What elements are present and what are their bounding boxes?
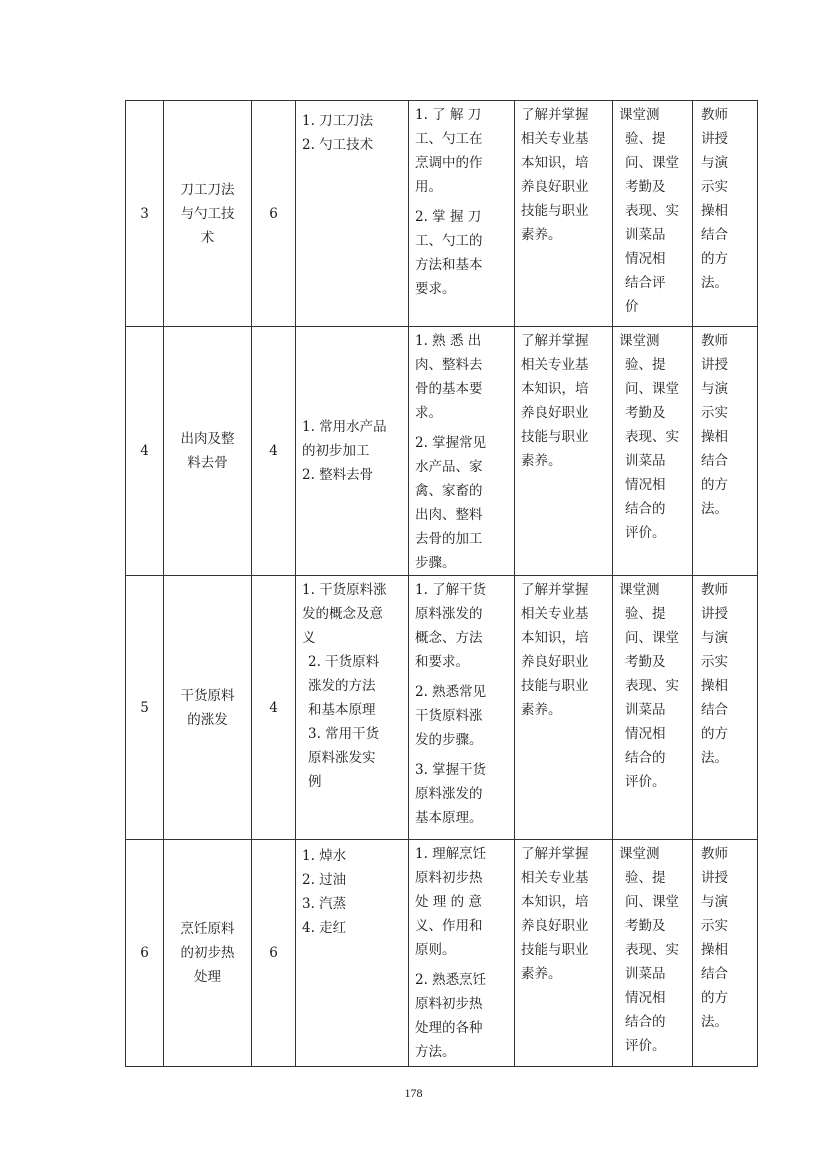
objective-item — [415, 329, 508, 425]
hours: 4 — [269, 443, 278, 459]
content-line: 1. 焯水 — [302, 848, 347, 864]
quality-line: 相关专业基 — [521, 357, 589, 373]
objectives-cell — [409, 327, 515, 576]
objective-item — [415, 103, 508, 199]
objective-line: 方法。 — [415, 1044, 456, 1060]
unit-name-line: 处理 — [194, 969, 221, 985]
method-line: 操相 — [701, 429, 728, 445]
evaluation-line: 课堂测 — [619, 333, 660, 349]
evaluation-line: 训菜品 — [625, 453, 666, 469]
method-line: 法。 — [701, 750, 728, 766]
objective-item — [415, 680, 508, 752]
method-line: 操相 — [701, 942, 728, 958]
hours: 4 — [269, 699, 278, 716]
objective-line: 工、勺工的 — [415, 233, 483, 249]
unit-name-line: 料去骨 — [187, 455, 228, 471]
evaluation-line: 验、提 — [625, 870, 666, 886]
unit-name-line: 的初步热 — [180, 945, 235, 961]
evaluation-line: 结合的 — [625, 750, 666, 766]
evaluation-line: 评价。 — [625, 1038, 666, 1054]
row-number-cell — [126, 840, 164, 1067]
objective-line: 基本原理。 — [415, 810, 483, 826]
method-line: 教师 — [701, 333, 728, 349]
hours-cell — [252, 576, 296, 840]
quality-line: 技能与职业 — [521, 942, 589, 958]
quality-line: 本知识，培 — [521, 155, 589, 171]
evaluation-line: 课堂测 — [619, 582, 660, 598]
content-line: 的初步加工 — [302, 443, 370, 459]
objectives-cell — [409, 576, 515, 840]
method-line: 的方 — [701, 477, 728, 493]
method-line: 结合 — [701, 453, 728, 469]
objective-item — [415, 758, 508, 830]
objective-item — [415, 431, 508, 575]
table-row — [126, 327, 758, 576]
objective-line: 出肉、整料 — [415, 507, 483, 523]
method-line: 操相 — [701, 678, 728, 694]
method-line: 法。 — [701, 275, 728, 291]
objective-line: 概念、方法 — [415, 630, 483, 646]
quality-line: 了解并掌握 — [521, 107, 589, 123]
quality-cell — [515, 101, 613, 327]
row-number: 5 — [140, 699, 149, 716]
evaluation-cell — [613, 840, 693, 1067]
evaluation-line: 结合的 — [625, 501, 666, 517]
objective-line: 原则。 — [415, 942, 456, 958]
quality-line: 本知识，培 — [521, 894, 589, 910]
objective-item — [415, 968, 508, 1064]
evaluation-line: 表现、实 — [625, 429, 679, 445]
method-line: 示实 — [701, 918, 728, 934]
objectives-cell — [409, 840, 515, 1067]
evaluation-line: 表现、实 — [625, 678, 679, 694]
quality-line: 养良好职业 — [521, 654, 589, 670]
method-cell — [693, 840, 758, 1067]
objective-line: 水产品、家 — [415, 459, 483, 475]
method-line: 讲授 — [701, 131, 728, 147]
method-line: 结合 — [701, 702, 728, 718]
quality-cell — [515, 576, 613, 840]
content-cell — [296, 101, 409, 327]
hours: 6 — [269, 205, 278, 222]
page-number: 178 — [404, 1086, 423, 1100]
quality-line: 相关专业基 — [521, 606, 589, 622]
content-cell — [296, 576, 409, 840]
quality-line: 了解并掌握 — [521, 333, 589, 349]
method-line: 与演 — [701, 894, 728, 910]
objective-line: 2. 掌 握 刀 — [415, 209, 482, 225]
objective-line: 要求。 — [415, 281, 456, 297]
evaluation-line: 问、课堂 — [625, 381, 679, 397]
objective-line: 处理的各种 — [415, 1020, 483, 1036]
evaluation-line: 训菜品 — [625, 227, 666, 243]
content-line: 4. 走红 — [302, 920, 347, 936]
quality-line: 素养。 — [521, 227, 562, 243]
hours: 6 — [269, 945, 278, 961]
content-line: 原料涨发实 — [308, 750, 376, 766]
quality-line: 了解并掌握 — [521, 846, 589, 862]
row-number: 3 — [140, 205, 149, 222]
objective-line: 烹调中的作 — [415, 155, 483, 171]
objective-line: 步骤。 — [415, 555, 456, 571]
objective-line: 2. 熟悉常见 — [415, 684, 487, 700]
method-line: 示实 — [701, 654, 728, 670]
hours-cell — [252, 327, 296, 576]
content-line: 3. 常用干货 — [308, 726, 380, 742]
objective-line: 干货原料涨 — [415, 708, 483, 724]
objective-line: 原料初步热 — [415, 996, 483, 1012]
method-line: 操相 — [701, 203, 728, 219]
row-number: 4 — [140, 443, 149, 459]
hours-cell — [252, 840, 296, 1067]
table-row — [126, 576, 758, 840]
content-line: 2. 干货原料 — [308, 654, 380, 670]
evaluation-line: 问、课堂 — [625, 630, 679, 646]
unit-name-cell — [164, 101, 252, 327]
evaluation-line: 结合评 — [625, 275, 666, 291]
objective-line: 义、作用和 — [415, 918, 483, 934]
objective-line: 原料涨发的 — [415, 786, 483, 802]
evaluation-line: 情况相 — [625, 251, 666, 267]
method-line: 法。 — [701, 1014, 728, 1030]
method-line: 结合 — [701, 227, 728, 243]
objective-line: 1. 理解烹饪 — [415, 846, 487, 862]
unit-name-line: 干货原料 — [180, 687, 235, 704]
unit-name-line: 与勺工技 — [180, 205, 235, 222]
method-line: 与演 — [701, 381, 728, 397]
evaluation-cell — [613, 327, 693, 576]
unit-name-line: 刀工刀法 — [180, 181, 235, 198]
evaluation-line: 表现、实 — [625, 942, 679, 958]
evaluation-line: 情况相 — [625, 477, 666, 493]
content-line: 例 — [308, 774, 322, 790]
method-line: 讲授 — [701, 606, 728, 622]
quality-line: 养良好职业 — [521, 405, 589, 421]
method-line: 与演 — [701, 155, 728, 171]
hours-cell — [252, 101, 296, 327]
unit-name-line: 的涨发 — [187, 711, 228, 728]
row-number-cell — [126, 101, 164, 327]
quality-line: 素养。 — [521, 453, 562, 469]
evaluation-line: 表现、实 — [625, 203, 679, 219]
quality-line: 相关专业基 — [521, 870, 589, 886]
method-line: 结合 — [701, 966, 728, 982]
objective-item — [415, 205, 508, 301]
table-row — [126, 101, 758, 327]
objective-line: 1. 熟 悉 出 — [415, 333, 482, 349]
evaluation-line: 结合的 — [625, 1014, 666, 1030]
content-line: 1. 常用水产品 — [302, 419, 387, 435]
evaluation-line: 情况相 — [625, 726, 666, 742]
content-line: 1. 干货原料涨 — [302, 582, 387, 598]
method-line: 示实 — [701, 405, 728, 421]
content-line: 义 — [302, 630, 316, 646]
quality-cell — [515, 840, 613, 1067]
method-line: 与演 — [701, 630, 728, 646]
evaluation-line: 考勤及 — [625, 179, 666, 195]
quality-line: 养良好职业 — [521, 179, 589, 195]
quality-line: 本知识，培 — [521, 630, 589, 646]
row-number: 6 — [140, 945, 149, 961]
objective-line: 处 理 的 意 — [415, 894, 482, 910]
method-line: 教师 — [701, 582, 728, 598]
method-line: 法。 — [701, 501, 728, 517]
unit-name-cell — [164, 327, 252, 576]
objective-line: 原料初步热 — [415, 870, 483, 886]
evaluation-line: 训菜品 — [625, 966, 666, 982]
evaluation-line: 训菜品 — [625, 702, 666, 718]
method-cell — [693, 101, 758, 327]
method-cell — [693, 576, 758, 840]
objective-line: 3. 掌握干货 — [415, 762, 487, 778]
content-line: 1. 刀工刀法 — [302, 113, 374, 129]
quality-line: 技能与职业 — [521, 678, 589, 694]
evaluation-line: 考勤及 — [625, 918, 666, 934]
evaluation-line: 验、提 — [625, 357, 666, 373]
objective-line: 去骨的加工 — [415, 531, 483, 547]
unit-name-line: 烹饪原料 — [180, 921, 235, 937]
objective-line: 用。 — [415, 179, 442, 195]
quality-line: 素养。 — [521, 702, 562, 718]
content-cell — [296, 327, 409, 576]
course-table — [125, 100, 758, 1067]
method-line: 的方 — [701, 251, 728, 267]
evaluation-line: 评价。 — [625, 774, 666, 790]
objective-line: 骨的基本要 — [415, 381, 483, 397]
content-line: 2. 过油 — [302, 872, 347, 888]
quality-line: 技能与职业 — [521, 203, 589, 219]
content-line: 3. 汽蒸 — [302, 896, 347, 912]
evaluation-line: 评价。 — [625, 525, 666, 541]
objective-item — [415, 842, 508, 962]
content-line: 2. 整料去骨 — [302, 467, 374, 483]
evaluation-line: 价 — [625, 299, 639, 315]
evaluation-cell — [613, 576, 693, 840]
quality-line: 养良好职业 — [521, 918, 589, 934]
quality-line: 相关专业基 — [521, 131, 589, 147]
evaluation-line: 考勤及 — [625, 654, 666, 670]
objective-line: 肉、整料去 — [415, 357, 483, 373]
method-cell — [693, 327, 758, 576]
table-row — [126, 840, 758, 1067]
evaluation-line: 验、提 — [625, 606, 666, 622]
content-line: 和基本原理 — [308, 702, 376, 718]
method-line: 的方 — [701, 990, 728, 1006]
content-line: 发的概念及意 — [302, 606, 383, 622]
evaluation-line: 课堂测 — [619, 846, 660, 862]
method-line: 示实 — [701, 179, 728, 195]
evaluation-line: 考勤及 — [625, 405, 666, 421]
objective-item — [415, 578, 508, 674]
objective-line: 2. 掌握常见 — [415, 435, 487, 451]
content-line: 2. 勺工技术 — [302, 137, 374, 153]
unit-name-line: 术 — [200, 229, 215, 246]
quality-line: 素养。 — [521, 966, 562, 982]
evaluation-cell — [613, 101, 693, 327]
evaluation-line: 课堂测 — [619, 107, 660, 123]
objective-line: 禽、家畜的 — [415, 483, 483, 499]
method-line: 讲授 — [701, 357, 728, 373]
quality-line: 了解并掌握 — [521, 582, 589, 598]
row-number-cell — [126, 327, 164, 576]
evaluation-line: 问、课堂 — [625, 155, 679, 171]
objective-line: 2. 熟悉烹饪 — [415, 972, 487, 988]
method-line: 讲授 — [701, 870, 728, 886]
unit-name-cell — [164, 840, 252, 1067]
objective-line: 方法和基本 — [415, 257, 483, 273]
objective-line: 1. 了解干货 — [415, 582, 487, 598]
unit-name-line: 出肉及整 — [180, 431, 235, 447]
objective-line: 工、勺工在 — [415, 131, 483, 147]
content-cell — [296, 840, 409, 1067]
objectives-cell — [409, 101, 515, 327]
row-number-cell — [126, 576, 164, 840]
method-line: 教师 — [701, 107, 728, 123]
objective-line: 求。 — [415, 405, 442, 421]
evaluation-line: 验、提 — [625, 131, 666, 147]
content-line: 涨发的方法 — [308, 678, 376, 694]
evaluation-line: 情况相 — [625, 990, 666, 1006]
evaluation-line: 问、课堂 — [625, 894, 679, 910]
objective-line: 和要求。 — [415, 654, 469, 670]
objective-line: 原料涨发的 — [415, 606, 483, 622]
quality-line: 技能与职业 — [521, 429, 589, 445]
objective-line: 1. 了 解 刀 — [415, 107, 482, 123]
unit-name-cell — [164, 576, 252, 840]
quality-line: 本知识，培 — [521, 381, 589, 397]
quality-cell — [515, 327, 613, 576]
method-line: 的方 — [701, 726, 728, 742]
objective-line: 发的步骤。 — [415, 732, 483, 748]
method-line: 教师 — [701, 846, 728, 862]
